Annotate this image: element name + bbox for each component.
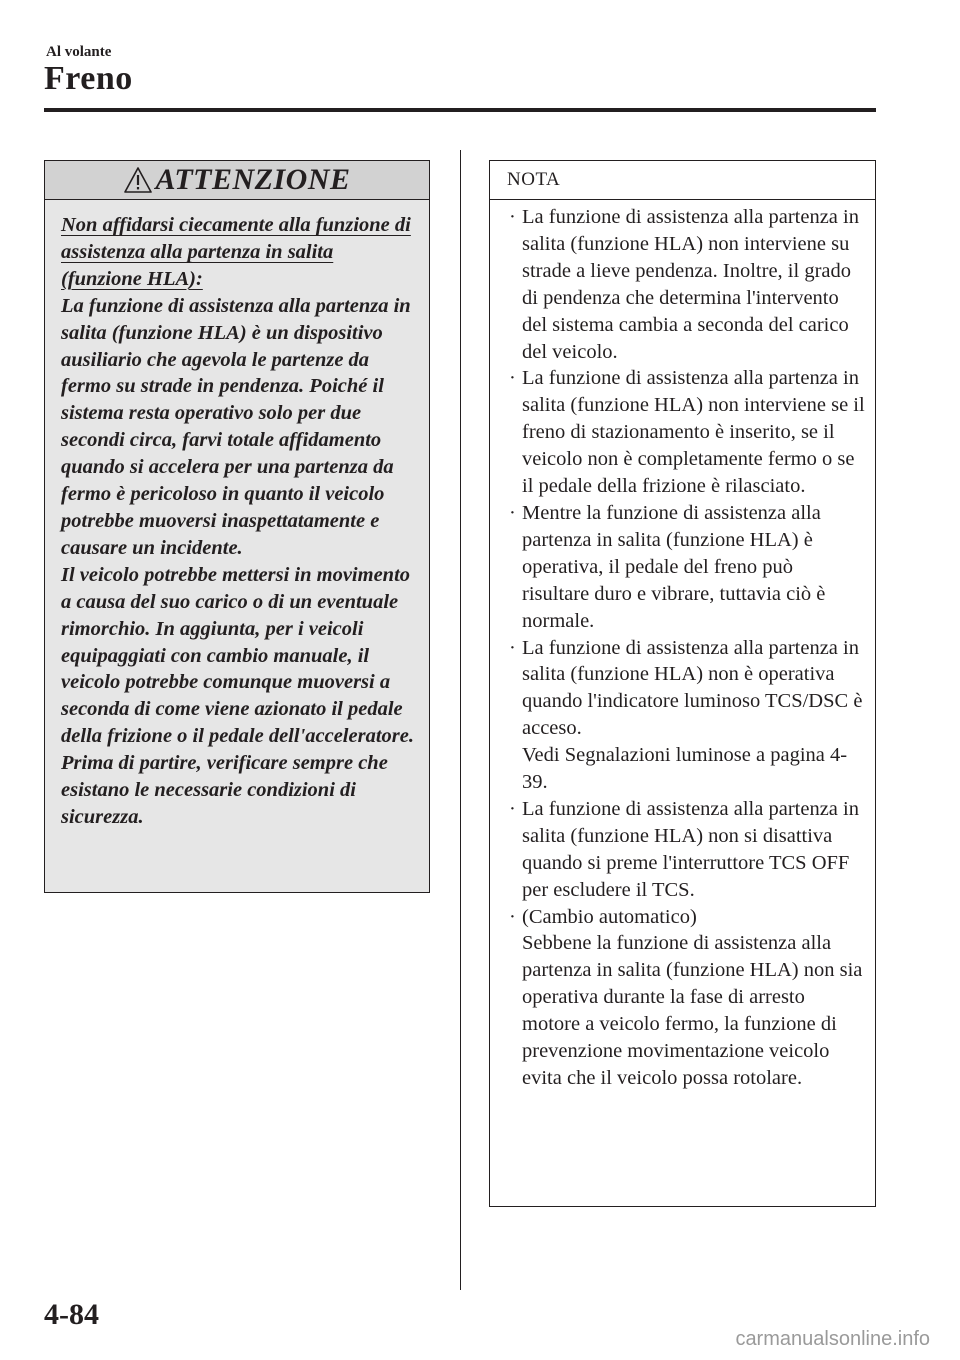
watermark: carmanualsonline.info: [735, 1328, 930, 1350]
bullet-icon: ·: [509, 636, 516, 659]
bullet-icon: ·: [509, 501, 516, 524]
warning-title: ATTENZIONE: [155, 163, 351, 196]
note-item: [490, 500, 865, 635]
note-list: [490, 200, 875, 1092]
note-text: La funzione di assistenza alla partenza in salita (funzione HLA) non interviene su strade a lieve pendenza. Inoltre, il grado di pendenza che determina l'intervento del sistema cambia a seconda del carico del veicolo.: [522, 206, 859, 363]
note-item: [490, 635, 865, 796]
note-item: [490, 904, 865, 1092]
bullet-icon: ·: [509, 367, 516, 390]
warning-triangle-icon: [123, 166, 153, 194]
note-item: [490, 796, 865, 904]
warning-paragraph: Il veicolo potrebbe mettersi in movimento a causa del suo carico o di un eventuale rimorchio. In aggiunta, per i veicoli equipaggiati con cambio manuale, il veicolo potrebbe comunque muoversi a seconda di come viene azionato il pedale della frizione o il pedale dell'acceleratore. Prima di partire, verificare sempre che esistano le necessarie condizioni di sicurezza.: [61, 563, 414, 828]
note-text: La funzione di assistenza alla partenza in salita (funzione HLA) non interviene se il freno di stazionamento è inserito, se il veicolo non è completamente fermo o se il pedale della frizione è rilasciato.: [522, 367, 865, 498]
bullet-icon: ·: [509, 206, 516, 228]
chapter-title: Freno: [44, 60, 133, 97]
warning-box: [44, 160, 430, 893]
note-text: (Cambio automatico): [522, 905, 697, 928]
note-box: [489, 160, 876, 1207]
note-item: [490, 204, 865, 365]
note-text: Mentre la funzione di assistenza alla partenza in salita (funzione HLA) è operativa, il pedale del freno può risultare duro e vibrare, tuttavia ciò è normale.: [522, 501, 826, 632]
header-rule: [44, 108, 876, 112]
note-text: La funzione di assistenza alla partenza in salita (funzione HLA) non è operativa quando l'indicatore luminoso TCS/DSC è acceso.: [522, 636, 863, 740]
note-item: [490, 365, 865, 500]
bullet-icon: ·: [509, 797, 516, 820]
warning-heading: Non affidarsi ciecamente alla funzione di assistenza alla partenza in salita (funzione HLA):: [61, 214, 411, 290]
note-text: Sebbene la funzione di assistenza alla partenza in salita (funzione HLA) non sia operativa durante la fase di arresto motore a veicolo fermo, la funzione di prevenzione movimentazione veicolo evita che il veicolo possa rotolare.: [522, 932, 863, 1089]
warning-header: [45, 161, 429, 200]
note-text: Vedi Segnalazioni luminose a pagina 4-39.: [522, 744, 848, 794]
warning-paragraph: La funzione di assistenza alla partenza in salita (funzione HLA) è un dispositivo ausiliario che agevola le partenze da fermo su strade in pendenza. Poiché il sistema resta operativo solo per due secondi circa, farvi totale affidamento quando si accelera per una partenza da fermo è pericoloso in quanto il veicolo potrebbe muoversi inaspettatamente e causare un incidente.: [61, 294, 411, 559]
bullet-icon: ·: [509, 905, 516, 928]
note-title: NOTA: [490, 161, 875, 200]
note-text: La funzione di assistenza alla partenza in salita (funzione HLA) non si disattiva quando si preme l'interruttore TCS OFF per escludere il TCS.: [522, 797, 859, 901]
section-label: Al volante: [46, 44, 112, 60]
page-number: 4-84: [44, 1298, 99, 1331]
column-divider: [460, 150, 461, 1290]
warning-body: [45, 200, 429, 831]
